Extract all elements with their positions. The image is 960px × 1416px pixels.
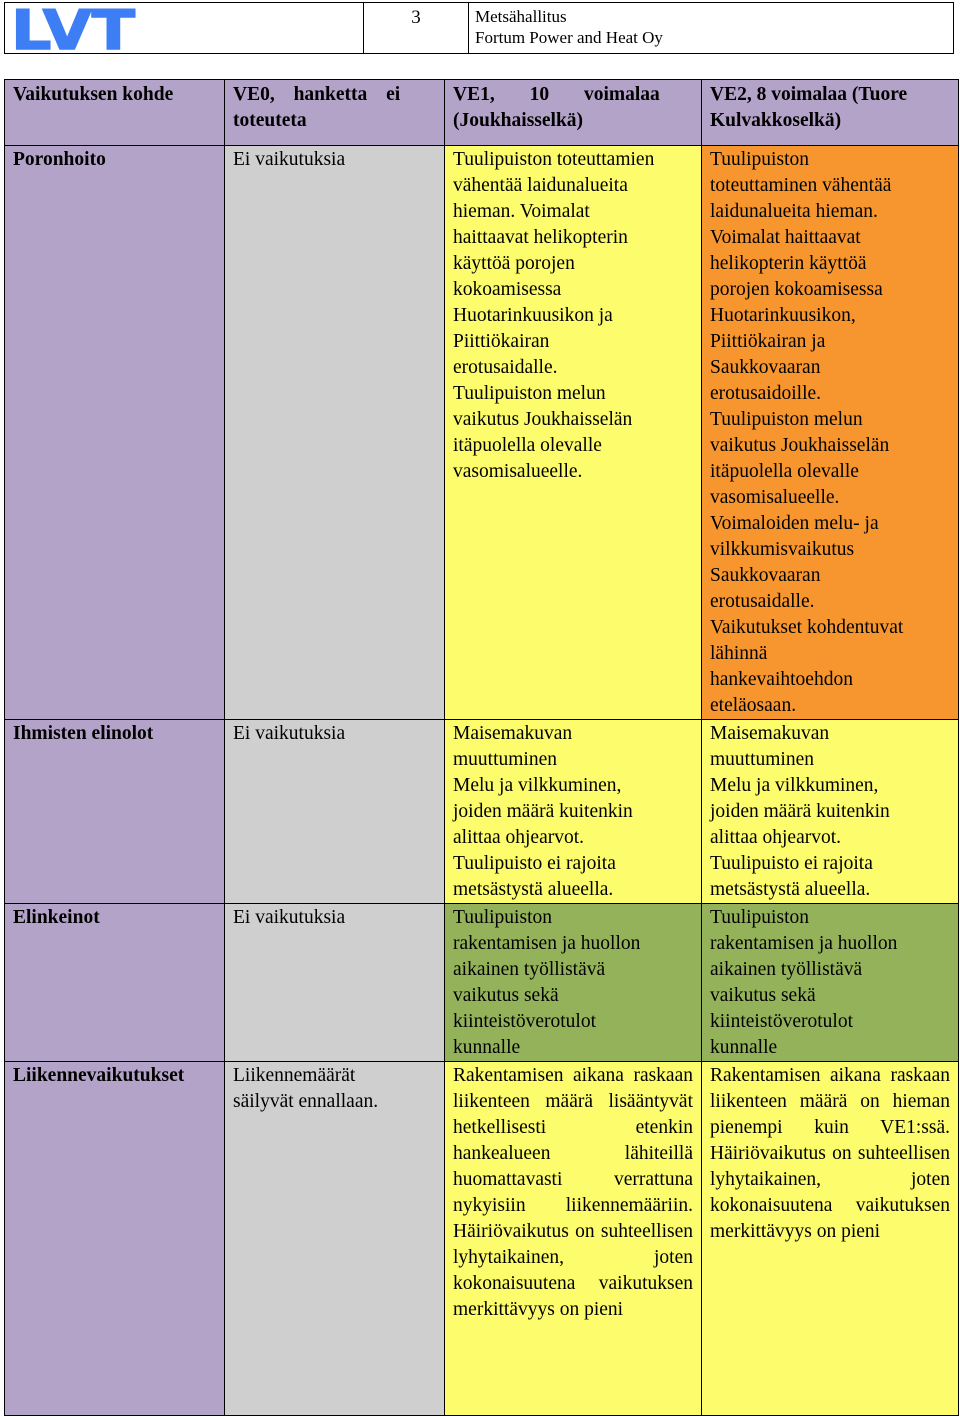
cell-text-line: metsästystä alueella. [710,879,871,900]
cell-text-line: Tuulipuiston [710,149,809,170]
cell-text-line: haittaavat helikopterin [453,227,628,248]
cell-text-line: erotusaidalle. [453,357,558,378]
table-row-liikennevaikutukset [5,1062,959,1416]
cell-text-line: itäpuolella olevalle [453,435,602,456]
cell-text-line: muuttuminen [710,749,814,770]
cell-text-line: lähinnä [710,643,768,664]
cell-text-line: joiden määrä kuitenkin [453,801,633,822]
header-ve0-line1-wrap [233,82,436,108]
cell-text-line: Maisemakuvan [710,723,830,744]
cell-text-line: Tuulipuiston melun [453,383,606,404]
row-ve0: Ei vaikutuksia [225,720,445,904]
cell-text-line: aikainen työllistävä [710,959,863,980]
table-header-row [5,80,959,146]
cell-text-line: Melu ja vilkkuminen, [710,775,879,796]
cell-text-line: vasomisalueelle. [453,461,583,482]
impact-table [4,79,959,1416]
row-ve0: Ei vaikutuksia [225,904,445,1062]
header-ve0-line2: toteuteta [233,110,307,131]
row-ve0-line2: säilyvät ennallaan. [233,1091,379,1112]
row-ve1: Rakentamisen aikana raskaan liikenteen määrä lisääntyvät hetkellisesti etenkin hankealueen lähiteillä huomattavasti verrattuna nykyisiin liikennemääriin. Häiriövaikutus on suhteellisen lyhytaikainen, joten kokonaisuutena vaikutuksen merkittävyys on pieni [445,1062,702,1416]
cell-text-line: kokoamisessa [453,279,562,300]
cell-text-line: Vaikutukset kohdentuvat [710,617,904,638]
header-ve2-line1: VE2, 8 voimalaa (Tuore [710,84,908,105]
page-header [4,2,954,54]
row-ve0: Ei vaikutuksia [225,146,445,720]
cell-text-line: laidunalueita hieman. [710,201,878,222]
cell-text-line: itäpuolella olevalle [710,461,859,482]
cell-text-line: muuttuminen [453,749,557,770]
cell-text-line: porojen kokoamisessa [710,279,883,300]
cell-text-line: rakentamisen ja huollon [710,933,898,954]
cell-text-line: vaikutus sekä [453,985,559,1006]
cell-text-line: Saukkovaaran [710,565,821,586]
row-ve2 [702,904,959,1062]
table-row-elinkeinot [5,904,959,1062]
page-number: 3 [364,3,469,53]
logo-cell [5,3,364,53]
cell-text-line: toteuttaminen vähentää [710,175,892,196]
cell-text-line: erotusaidalle. [710,591,815,612]
org-line-2: Fortum Power and Heat Oy [475,28,663,47]
cell-text-line: hankevaihtoehdon [710,669,853,690]
table-row-ihmisten-elinolot [5,720,959,904]
cell-text-line: Piittiökairan ja [710,331,826,352]
cell-text-line: Tuulipuiston [453,907,552,928]
cell-text-line: Tuulipuiston [710,907,809,928]
cell-text-line: kiinteistöverotulot [453,1011,596,1032]
row-topic: Liikennevaikutukset [5,1062,225,1416]
cell-text-line: vähentää laidunalueita [453,175,628,196]
table-row-poronhoito [5,146,959,720]
cell-text-line: joiden määrä kuitenkin [710,801,890,822]
cell-text-line: helikopterin käyttöä [710,253,867,274]
cell-text-line: Voimalat haittaavat [710,227,861,248]
cell-text-line: Tuulipuiston melun [710,409,863,430]
cell-text-line: aikainen työllistävä [453,959,606,980]
header-ve1-line1: VE1, 10 voimalaa [453,84,660,105]
org-line-1: Metsähallitus [475,7,567,26]
cell-text-line: Huotarinkuusikon ja [453,305,613,326]
header-ve0 [225,80,445,146]
header-ve0-line1: VE0, hanketta ei [233,84,401,105]
header-topic: Vaikutuksen kohde [5,80,225,146]
row-topic: Elinkeinot [5,904,225,1062]
cell-text-line: Tuulipuiston toteuttamien [453,149,655,170]
cell-text-line: alittaa ohjearvot. [710,827,842,848]
row-ve2 [702,146,959,720]
cell-text-line: Maisemakuvan [453,723,573,744]
cell-text-line: Voimaloiden melu- ja [710,513,879,534]
row-ve0-line1: Liikennemäärät [233,1065,356,1086]
header-ve2-line2: Kulvakkoselkä) [710,110,842,131]
cell-text-line: vaikutus Joukhaisselän [710,435,890,456]
header-ve1-line2: (Joukhaisselkä) [453,110,584,131]
cell-text-line: Melu ja vilkkuminen, [453,775,622,796]
row-ve2 [702,720,959,904]
cell-text-line: Piittiökairan [453,331,550,352]
row-topic: Ihmisten elinolot [5,720,225,904]
cell-text-line: hieman. Voimalat [453,201,590,222]
row-ve1 [445,720,702,904]
cell-text-line: alittaa ohjearvot. [453,827,585,848]
cell-text-line: vaikutus sekä [710,985,816,1006]
cell-text-line: Tuulipuisto ei rajoita [710,853,873,874]
cell-text-line: vilkkumisvaikutus [710,539,855,560]
row-ve1 [445,904,702,1062]
row-ve0 [225,1062,445,1416]
organization-block [469,3,953,53]
cell-text-line: käyttöä porojen [453,253,575,274]
row-ve2: Rakentamisen aikana raskaan liikenteen määrä on hieman pienempi kuin VE1:ssä. Häiriövaikutus on suhteellisen lyhytaikainen, joten kokonaisuutena vaikutuksen merkittävyys on pieni [702,1062,959,1416]
lvt-logo [11,5,139,53]
cell-text-line: erotusaidoille. [710,383,822,404]
cell-text-line: vaikutus Joukhaisselän [453,409,633,430]
header-ve2 [702,80,959,146]
cell-text-line: kunnalle [710,1037,778,1058]
cell-text-line: Saukkovaaran [710,357,821,378]
cell-text-line: rakentamisen ja huollon [453,933,641,954]
row-topic: Poronhoito [5,146,225,720]
cell-text-line: metsästystä alueella. [453,879,614,900]
header-ve1 [445,80,702,146]
cell-text-line: eteläosaan. [710,695,797,716]
cell-text-line: kunnalle [453,1037,521,1058]
row-ve1 [445,146,702,720]
cell-text-line: Huotarinkuusikon, [710,305,856,326]
cell-text-line: Tuulipuisto ei rajoita [453,853,616,874]
cell-text-line: kiinteistöverotulot [710,1011,853,1032]
logo-text: LVT [11,5,136,53]
cell-text-line: vasomisalueelle. [710,487,840,508]
